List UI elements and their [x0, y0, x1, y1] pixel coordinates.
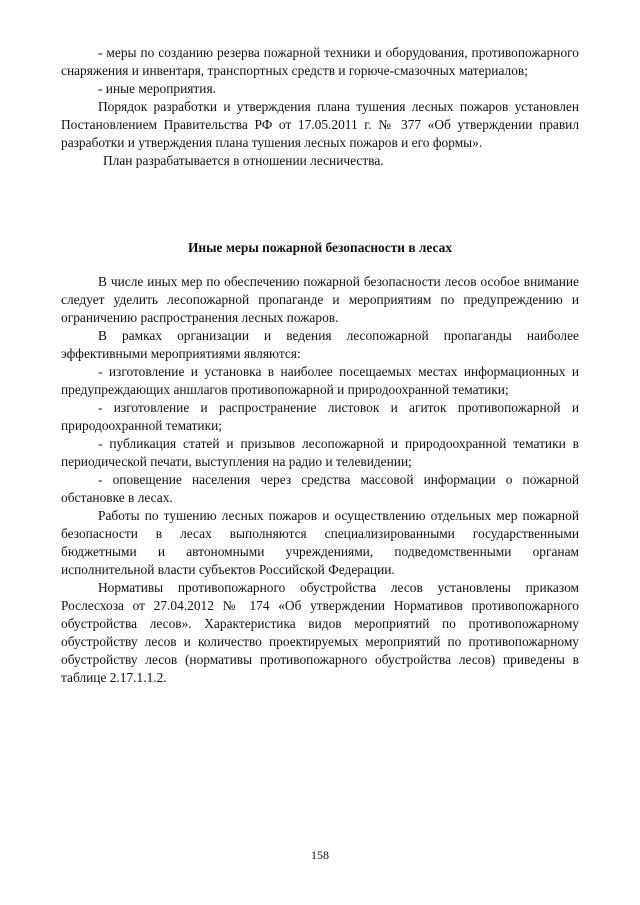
- list-item-reserve-measures: - меры по созданию резерва пожарной техники и оборудования, противопожарного снаряжения и инвентаря, транспортных средств и горюче-смазочных материалов;: [61, 45, 579, 78]
- list-item-other-measures: - иные мероприятия.: [98, 81, 216, 96]
- list-item-signs: - изготовление и установка в наиболее посещаемых местах информационных и предупреждающих аншлагов противопожарной и природоохранной тематики;: [61, 364, 579, 397]
- paragraph-intro: В числе иных мер по обеспечению пожарной безопасности лесов особое внимание следует уделить лесопожарной пропаганде и мероприятиям по предупреждению и ограничению распространения лесных пожаров.: [61, 274, 579, 325]
- paragraph-plan-scope: План разрабатывается в отношении лесничества.: [103, 153, 384, 168]
- paragraph-propaganda: В рамках организации и ведения лесопожарной пропаганды наиболее эффективными мероприятиями являются:: [61, 328, 579, 361]
- paragraph-plan-procedure: Порядок разработки и утверждения плана тушения лесных пожаров установлен Постановлением Правительства РФ от 17.05.2011 г. № 377 «Об утверждении правил разработки и утверждения плана тушения лесных пожаров и его формы».: [61, 99, 579, 150]
- section-heading: Иные меры пожарной безопасности в лесах: [187, 240, 453, 255]
- paragraph-norms: Нормативы противопожарного обустройства лесов установлены приказом Рослесхоза от 27.04.2012 № 174 «Об утверждении Нормативов противопожарного обустройства лесов». Характеристика видов мероприятий по противопожарному обустройству лесов и количество проектируемых мероприятий по противопожарному обустройству лесов (нормативы противопожарного обустройства лесов) приведены в таблице 2.17.1.1.2.: [61, 580, 579, 685]
- section-text-block: [61, 273, 579, 687]
- top-text-block: [61, 44, 579, 170]
- list-item-publications: - публикация статей и призывов лесопожарной и природоохранной тематики в периодической печати, выступления на радио и телевидении;: [61, 436, 579, 469]
- list-item-notification: - оповещение населения через средства массовой информации о пожарной обстановке в лесах.: [61, 472, 579, 505]
- paragraph-firefighting-works: Работы по тушению лесных пожаров и осуществлению отдельных мер пожарной безопасности в лесах выполняются специализированными государственными бюджетными и автономными учреждениями, подведомственными органам исполнительной власти субъектов Российской Федерации.: [61, 508, 579, 577]
- page-number: 158: [311, 848, 329, 862]
- list-item-leaflets: - изготовление и распространение листовок и агиток противопожарной и природоохранной тематики;: [61, 400, 579, 433]
